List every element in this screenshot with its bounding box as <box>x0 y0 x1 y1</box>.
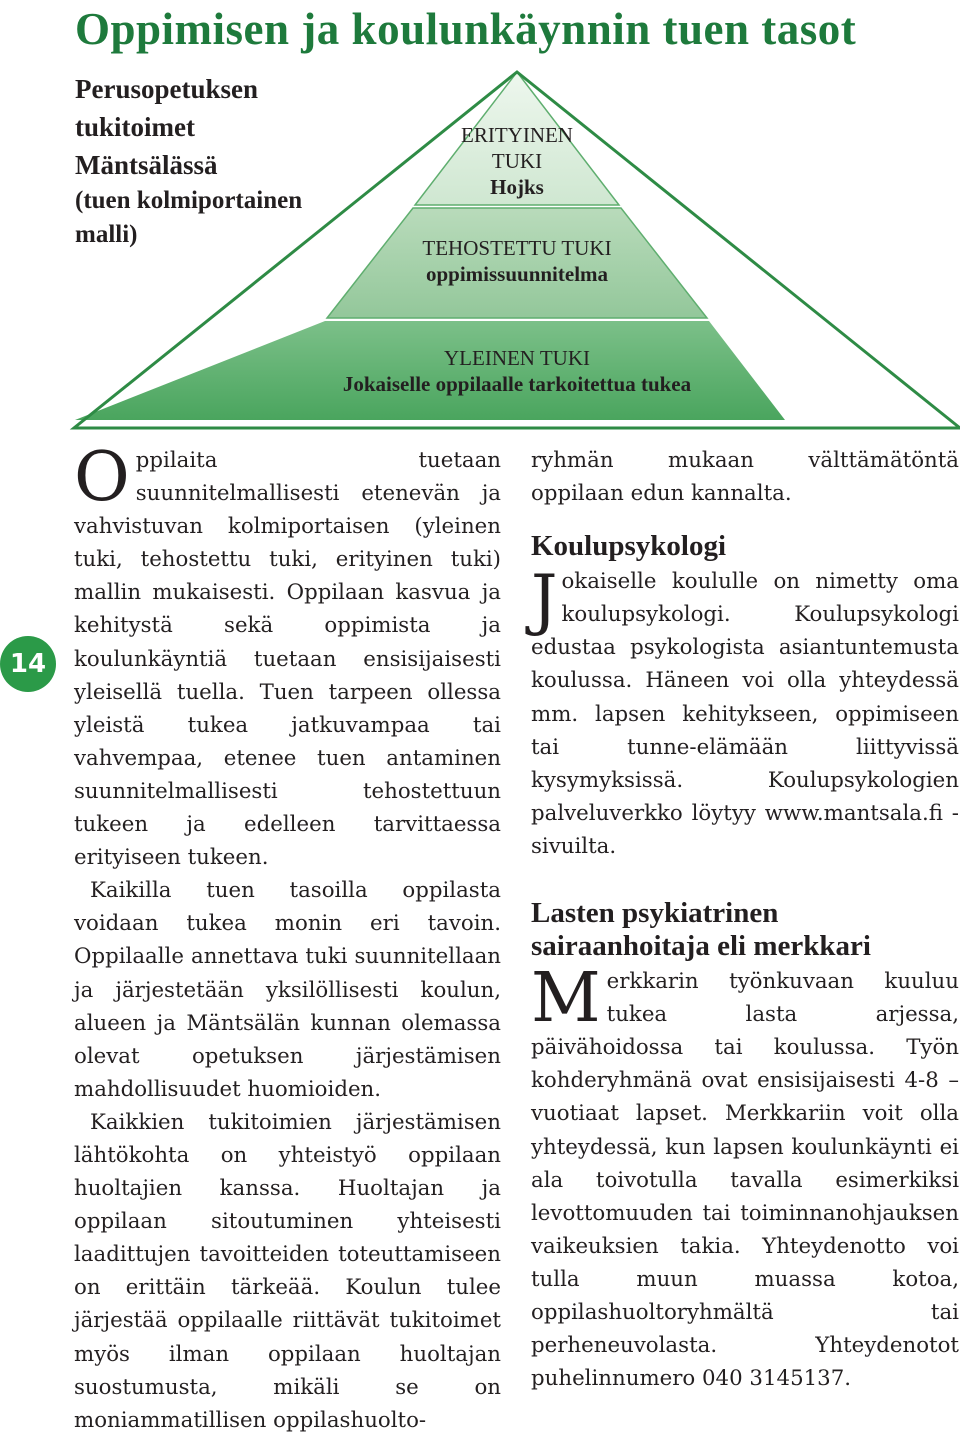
psychologist-text: okaiselle koululle on nimetty oma koulupsykologi. Koulupsykologi edustaa psykologista asiantuntemusta koulussa. Häneen voi olla yhteydessä mm. lapsen kehitykseen, oppimiseen tai tunne-elämään liittyvissä kysymyksissä. Koulupsykologien palveluverkko löytyy www.mantsala.fi -sivuilta. <box>531 569 959 859</box>
left-column <box>74 438 501 1437</box>
continuation-paragraph: ryhmän mukaan välttämätöntä oppilaan edun kannalta. <box>531 448 959 507</box>
intro-paragraph <box>74 438 501 874</box>
heading-psychiatric-nurse: Lasten psykiatrinen sairaanhoitaja eli merkkari <box>531 897 871 963</box>
psychologist-paragraph <box>531 561 959 863</box>
subtitle-line-4: malli) <box>75 221 138 248</box>
pyramid-mid-line-1: TEHOSTETTU TUKI <box>422 236 612 260</box>
dropcap-j: J <box>531 561 558 639</box>
pyramid-label-special-support <box>437 122 597 200</box>
right-column <box>531 444 959 1395</box>
paragraph-3: Kaikkien tukitoimien järjestämisen lähtökohta on yhteistyö oppilaan huoltajien kanssa. Huoltajan ja oppilaan sitoutuminen yhteisesti laadittujen tavoitteiden toteuttamiseen on erittäin tärkeää. Koulun tulee järjestää oppilaalle riittävät tukitoimet myös ilman oppilaan huoltajan suostumusta, mikäli se on moniammatillisen oppilashuolto- <box>74 1109 501 1433</box>
dropcap-m: M <box>531 959 601 1039</box>
intro-text: ppilaita tuetaan suunnitelmallisesti etenevän ja vahvistuvan kolmiportaisen (yleinen tuki, tehostettu tuki, erityinen tuki) mallin mukaisesti. Oppilaan kasvua ja kehitystä sekä oppimista ja koulunkäyntiä tuetaan ensisijaisesti yleisellä tuella. Tuen tarpeen ollessa yleistä tukea jatkuvampaa tai vahvempaa, etenee tuen antaminen suunnitelmallisesti tehostettuun tukeen ja edelleen tarvittaessa erityiseen tukeen. <box>74 448 501 871</box>
pyramid-label-general-support <box>297 345 737 397</box>
pyramid-label-enhanced-support <box>377 235 657 287</box>
subtitle-line-3: (tuen kolmiportainen <box>75 187 303 214</box>
heading-school-psychologist: Koulupsykologi <box>531 530 727 563</box>
dropcap-o: O <box>74 438 130 517</box>
pyramid-top-line-3: Hojks <box>490 175 544 199</box>
pyramid-base-line-1: YLEINEN TUKI <box>444 346 590 370</box>
page-title: Oppimisen ja koulunkäynnin tuen tasot <box>75 4 857 54</box>
pyramid-mid-line-2: oppimissuunnitelma <box>425 262 609 286</box>
nurse-text: erkkarin työnkuvaan kuuluu tukea lasta arjessa, päivähoidossa tai koulussa. Työn kohderyhmänä ovat ensisijaisesti 4-8 –vuotiaat lapset. Merkkariin voit olla yhteydessä, kun lapsen koulunkäynti ei ala toivotulla tavalla esimerkiksi levottomuuden tai toiminnanohjauksen vaikeuksien takia. Yhteydenotto voi tulla muun muassa kotoa, oppilashuoltoryhmältä tai perheneuvolasta. Yhteydenotot puhelinnumero 040 3145137. <box>531 969 959 1392</box>
subtitle-line-2: Mäntsälässä <box>75 150 218 180</box>
page-number-badge: 14 <box>0 636 56 692</box>
pyramid-top-line-2: TUKI <box>491 149 543 173</box>
subtitle-line-1: Perusopetuksen tukitoimet <box>75 74 259 142</box>
nurse-paragraph <box>531 959 959 1395</box>
pyramid-top-line-1: ERITYINEN <box>461 123 573 147</box>
pyramid-base-line-2: Jokaiselle oppilaalle tarkoitettua tukea <box>342 372 692 396</box>
paragraph-2: Kaikilla tuen tasoilla oppilasta voidaan tukea monin eri tavoin. Oppilaalle annettava tuki suunnitellaan ja järjestetään yksilöllisesti koulun, alueen ja Mäntsälän kunnan olemassa olevat opetuksen järjestämisen mahdollisuudet huomioiden. <box>74 878 501 1102</box>
